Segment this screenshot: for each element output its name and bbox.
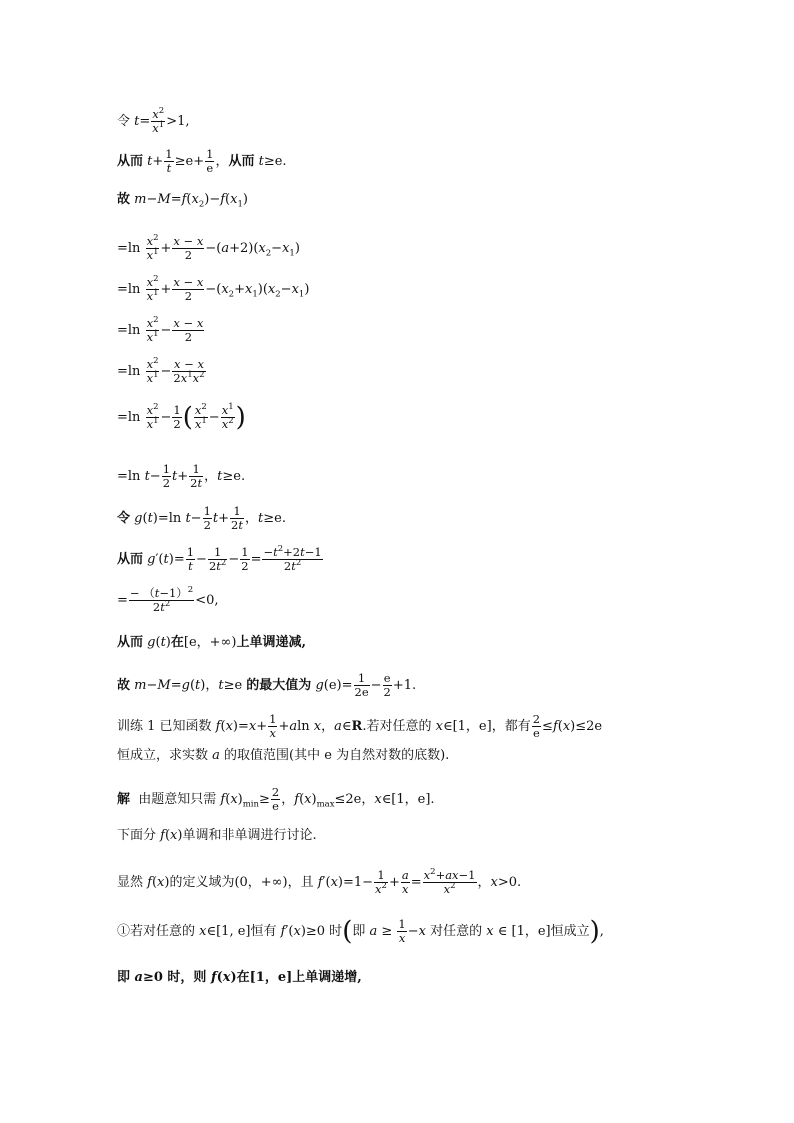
math-line-9: =ln t− $\frac{1}{2}$ t+ $\frac{1}{2t}$ ，t≥e. — [117, 462, 246, 490]
math-line-12: = $\frac{- (t-1)^2}{2t^2}$ <0, — [117, 585, 219, 614]
math-line-6: =ln $\frac{x^2}{x^1}$ − $\frac{x - x}{2}$ — [117, 315, 204, 344]
math-line-7: =ln $\frac{x^2}{x^1}$ − $\frac{x - x}{2x^1x^2}$ — [117, 356, 205, 385]
math-line-1: 令 t= $\frac{x^2}{x^1}$ >1, — [117, 106, 190, 135]
exercise-1: 训练 1 已知函数 f(x)=x+ $\frac{1}{x}$ +aln x，a∈R.若对任意的 x∈[1，e]，都有 $\frac{2}{e}$ ≤f(x)≤2e — [117, 712, 603, 740]
math-line-8: =ln $\frac{x^2}{x^1}$ − $\frac{1}{2}$ ( $\frac{x^2}{x^1}$ − $\frac{x^1}{x^2}$ ) — [117, 402, 246, 433]
exercise-1-cont: 恒成立，求实数 a 的取值范围(其中 e 为自然对数的底数). — [117, 748, 450, 763]
solution-line-5: 即 a≥0 时，则 f(x)在[1，e]上单调递增, — [117, 970, 362, 985]
math-line-10: 令 g(t)=ln t− $\frac{1}{2}$ t+ $\frac{1}{2t}$ ，t≥e. — [117, 504, 286, 532]
math-line-2: 从而 t+ $\frac{1}{t}$ ≥e+ $\frac{1}{e}$ ，从而 t≥e. — [117, 147, 287, 175]
math-line-4: =ln $\frac{x^2}{x^1}$ + $\frac{x - x}{2}$ $-(a+2)(x_2-x_1)$ — [117, 233, 300, 262]
math-line-5: =ln $\frac{x^2}{x^1}$ + $\frac{x - x}{2}$ $-(x_2+x_1)(x_2-x_1)$ — [117, 274, 310, 303]
math-line-11: 从而 g′(t)= $\frac{1}{t}$ − $\frac{1}{2t^2}$ − $\frac{1}{2}$ = $\frac{-t^2+2t-1}{2t^2}$ — [117, 544, 322, 573]
solution-line-1: 解 由题意知只需 $f(x)_{min}\ge$ $\frac{2}{e}$ ，$f(x)_{max}\le 2e$，x∈[1，e]. — [117, 785, 435, 813]
math-line-13: 从而 g(t)在[e，+∞)上单调递减, — [117, 635, 306, 650]
solution-line-2: 下面分 f(x)单调和非单调进行讨论. — [117, 828, 317, 843]
fraction: $\frac{x^2}{x^1}$ — [152, 106, 165, 135]
math-line-14: 故 m−M=g(t)，t≥e 的最大值为 g(e)= $\frac{1}{2e}$ − $\frac{e}{2}$ +1. — [117, 671, 417, 699]
solution-line-4: ①若对任意的 x∈[1, e]恒有 f′(x)≥0 时(即 a ≥ $\frac{1}{x}$ −x 对任意的 x ∈ [1，e]恒成立), — [117, 916, 604, 947]
solution-line-3: 显然 f(x)的定义域为(0，+∞)，且 f′(x)=1− $\frac{1}{x^2}$ + $\frac{a}{x}$ = $\frac{x^2+ax-1}{x^2}$ ，x>0. — [117, 867, 522, 896]
math-line-3: 故 $m-M=f(x_2)-f(x_1)$ — [117, 192, 248, 210]
